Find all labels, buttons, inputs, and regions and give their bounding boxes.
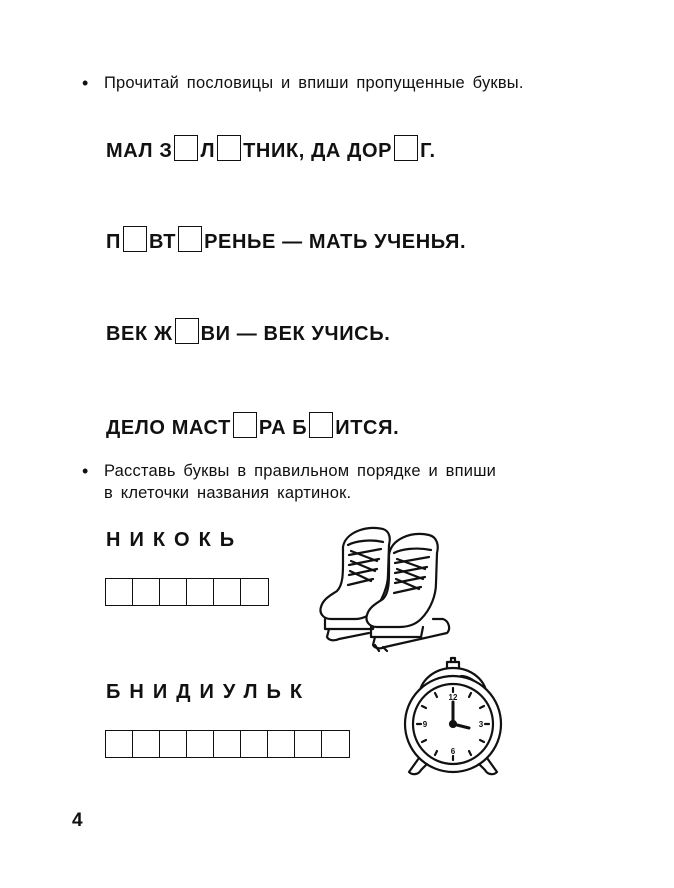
proverb-text: ТНИК, ДА ДОР bbox=[243, 140, 393, 162]
proverb-text: ВЕК Ж bbox=[106, 323, 173, 345]
svg-text:6: 6 bbox=[450, 747, 456, 756]
answer-cell[interactable] bbox=[213, 730, 242, 758]
proverb-text: П bbox=[106, 231, 121, 253]
bullet: • bbox=[82, 73, 89, 93]
svg-text:9: 9 bbox=[422, 720, 428, 729]
proverb-3 bbox=[106, 316, 390, 344]
letter-box[interactable] bbox=[217, 135, 241, 161]
page-number: 4 bbox=[72, 810, 83, 831]
task2-instruction-line2: в клеточки названия картинок. bbox=[104, 484, 352, 502]
letter-box[interactable] bbox=[174, 135, 198, 161]
svg-text:12: 12 bbox=[448, 693, 458, 702]
answer-cell[interactable] bbox=[294, 730, 323, 758]
letter-box[interactable] bbox=[309, 412, 333, 438]
bullet: • bbox=[82, 461, 89, 481]
letter-box[interactable] bbox=[178, 226, 202, 252]
answer-cell[interactable] bbox=[132, 578, 161, 606]
answer-cell[interactable] bbox=[186, 578, 215, 606]
letter-box[interactable] bbox=[123, 226, 147, 252]
answer-cell[interactable] bbox=[105, 730, 134, 758]
proverb-1 bbox=[106, 133, 436, 161]
answer-cell[interactable] bbox=[132, 730, 161, 758]
answer-cell[interactable] bbox=[240, 578, 269, 606]
proverb-2 bbox=[106, 224, 466, 252]
alarm-clock-icon bbox=[395, 658, 515, 778]
task2-instruction-line1: Расставь буквы в правильном порядке и впиши bbox=[104, 462, 497, 480]
letter-box[interactable] bbox=[233, 412, 257, 438]
proverb-text: Л bbox=[200, 140, 216, 162]
answer-cell[interactable] bbox=[159, 578, 188, 606]
answer-cells-1 bbox=[105, 578, 267, 606]
proverb-text: ДЕЛО МАСТ bbox=[106, 417, 231, 439]
answer-cell[interactable] bbox=[213, 578, 242, 606]
proverb-text: ИТСЯ. bbox=[335, 417, 400, 439]
answer-cells-2 bbox=[105, 730, 348, 758]
svg-text:3: 3 bbox=[478, 720, 484, 729]
letter-box[interactable] bbox=[175, 318, 199, 344]
proverb-text: МАЛ З bbox=[106, 140, 173, 162]
proverb-text: ВИ — ВЕК УЧИСЬ. bbox=[200, 323, 391, 345]
task1-instruction-text: Прочитай пословицы и впиши пропущенные буквы. bbox=[104, 74, 524, 92]
proverb-text: РА Б bbox=[258, 417, 308, 439]
skates-icon bbox=[315, 515, 455, 655]
answer-cell[interactable] bbox=[105, 578, 134, 606]
scrambled-word-2: БНИДИУЛЬК bbox=[106, 681, 312, 703]
scrambled-word-1: НИКОКЬ bbox=[106, 529, 244, 551]
answer-cell[interactable] bbox=[186, 730, 215, 758]
proverb-text: ВТ bbox=[148, 231, 177, 253]
task1-instruction bbox=[82, 72, 524, 94]
answer-cell[interactable] bbox=[240, 730, 269, 758]
proverb-text: Г. bbox=[420, 140, 436, 162]
letter-box[interactable] bbox=[394, 135, 418, 161]
answer-cell[interactable] bbox=[321, 730, 350, 758]
task2-instruction bbox=[82, 460, 496, 504]
proverb-text: РЕНЬЕ — МАТЬ УЧЕНЬЯ. bbox=[204, 231, 467, 253]
answer-cell[interactable] bbox=[267, 730, 296, 758]
proverb-4 bbox=[106, 410, 399, 438]
answer-cell[interactable] bbox=[159, 730, 188, 758]
